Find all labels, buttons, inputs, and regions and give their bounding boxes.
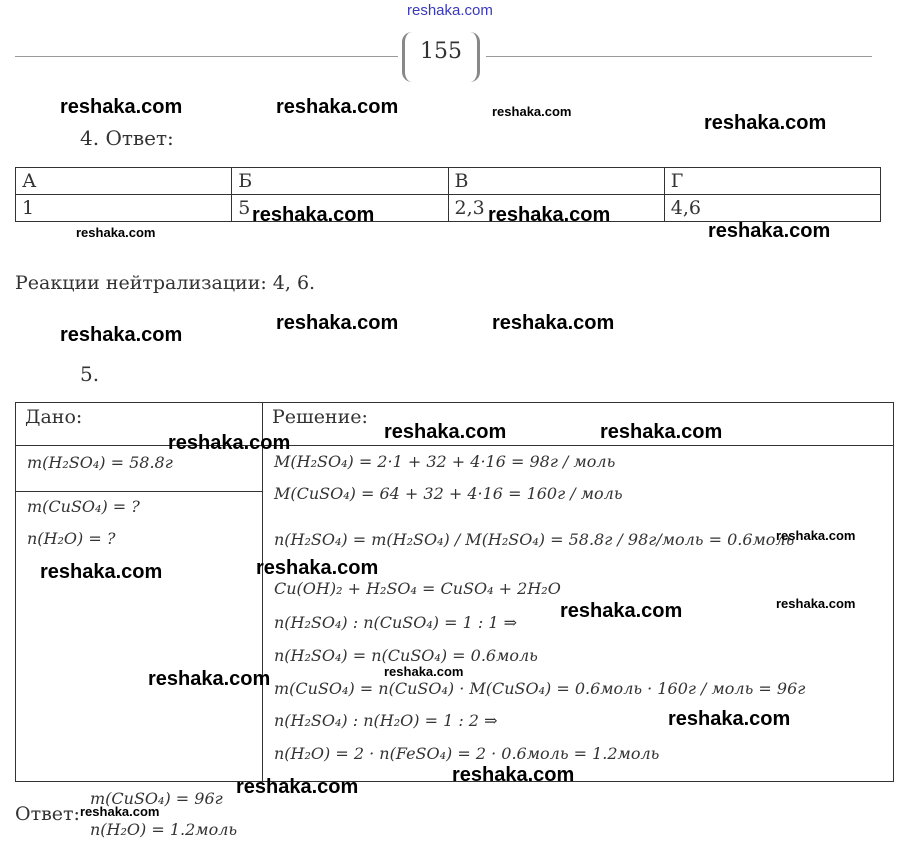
site-link[interactable]: reshaka.com xyxy=(407,2,493,19)
table-cell-a: 1 xyxy=(16,195,232,222)
watermark: reshaka.com xyxy=(252,204,375,226)
table-header-v: В xyxy=(448,168,664,195)
table-header-g: Г xyxy=(664,168,880,195)
solution-line: n(H₂SO₄) = m(H₂SO₄) / M(H₂SO₄) = 58.8г / 98г/моль = 0.6моль xyxy=(274,530,795,549)
given-divider xyxy=(15,491,262,492)
watermark: reshaka.com xyxy=(488,204,611,226)
given-header: Дано: xyxy=(25,406,83,428)
table-cell-g: 4,6 xyxy=(664,195,880,222)
solution-line: Cu(OH)₂ + H₂SO₄ = CuSO₄ + 2H₂O xyxy=(274,579,561,598)
solution-line: M(H₂SO₄) = 2·1 + 32 + 4·16 = 98г / моль xyxy=(274,452,616,471)
watermark: reshaka.com xyxy=(776,528,856,543)
watermark: reshaka.com xyxy=(276,96,399,118)
solution-line: n(H₂O) = 2 · n(FeSO₄) = 2 · 0.6моль = 1.2моль xyxy=(274,744,660,763)
watermark: reshaka.com xyxy=(708,220,831,242)
answer-mass-cuso4: m(CuSO₄) = 96г xyxy=(90,789,223,808)
watermark: reshaka.com xyxy=(776,596,856,611)
watermark: reshaka.com xyxy=(76,225,156,240)
column-divider xyxy=(262,402,263,782)
table-cell-v: 2,3 xyxy=(448,195,664,222)
page-number: 155 xyxy=(402,32,480,82)
table-row xyxy=(16,195,881,222)
neutralization-text: Реакции нейтрализации: 4, 6. xyxy=(15,272,316,294)
watermark: reshaka.com xyxy=(452,764,575,786)
watermark: reshaka.com xyxy=(40,561,163,583)
watermark: reshaka.com xyxy=(168,432,291,454)
watermark: reshaka.com xyxy=(600,421,723,443)
header-rule-right xyxy=(486,56,872,57)
table-header-b: Б xyxy=(232,168,448,195)
table-row xyxy=(16,168,881,195)
table-header-a: А xyxy=(16,168,232,195)
answer-label: Ответ: xyxy=(15,803,80,825)
watermark: reshaka.com xyxy=(60,96,183,118)
watermark: reshaka.com xyxy=(492,312,615,334)
solution-line: m(CuSO₄) = n(CuSO₄) · M(CuSO₄) = 0.6моль · 160г / моль = 96г xyxy=(274,679,806,698)
given-amount-h2o: n(H₂O) = ? xyxy=(27,529,116,548)
answer-amount-h2o: n(H₂O) = 1.2моль xyxy=(90,820,238,839)
watermark: reshaka.com xyxy=(704,112,827,134)
watermark: reshaka.com xyxy=(276,312,399,334)
solution-line: n(H₂SO₄) = n(CuSO₄) = 0.6моль xyxy=(274,646,538,665)
table-cell-b: 5 xyxy=(232,195,448,222)
watermark: reshaka.com xyxy=(148,668,271,690)
q5-heading: 5. xyxy=(80,362,100,386)
solution-header: Решение: xyxy=(272,406,368,428)
watermark: reshaka.com xyxy=(256,557,379,579)
q4-heading: 4. Ответ: xyxy=(80,126,174,150)
header-divider xyxy=(15,445,894,446)
watermark: reshaka.com xyxy=(80,804,160,819)
given-mass-cuso4: m(CuSO₄) = ? xyxy=(27,497,140,516)
header-rule-left xyxy=(15,56,398,57)
watermark: reshaka.com xyxy=(236,776,359,798)
q4-answer-table xyxy=(15,167,881,222)
solution-line: M(CuSO₄) = 64 + 32 + 4·16 = 160г / моль xyxy=(274,484,623,503)
solution-line: n(H₂SO₄) : n(CuSO₄) = 1 : 1 ⇒ xyxy=(274,613,518,632)
solution-line: n(H₂SO₄) : n(H₂O) = 1 : 2 ⇒ xyxy=(274,711,498,730)
watermark: reshaka.com xyxy=(668,708,791,730)
watermark: reshaka.com xyxy=(60,324,183,346)
given-mass-h2so4: m(H₂SO₄) = 58.8г xyxy=(27,453,173,472)
watermark: reshaka.com xyxy=(384,664,464,679)
watermark: reshaka.com xyxy=(492,104,572,119)
watermark: reshaka.com xyxy=(384,421,507,443)
watermark: reshaka.com xyxy=(560,600,683,622)
